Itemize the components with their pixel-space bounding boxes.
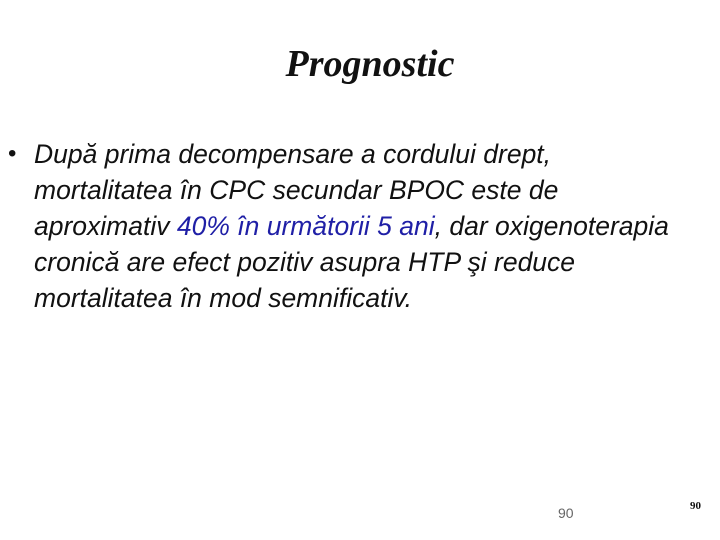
bullet-list — [0, 136, 720, 316]
bullet-icon: • — [8, 140, 17, 167]
corner-page-number: 90 — [690, 500, 701, 512]
bullet-item — [0, 136, 720, 316]
bullet-text-after: , dar oxigenoterapia cronică are efect pozitiv asupra HTP şi reduce mortalitatea în mod semnificativ. — [34, 211, 669, 313]
footer-page-number: 90 — [558, 505, 574, 521]
bullet-text-highlight: 40% în următorii 5 ani — [176, 211, 435, 241]
slide-title: Prognostic — [285, 43, 455, 85]
bullet-text-before: După prima decompensare a cordului drept, mortalitatea în CPC secundar BPOC este de aproximativ — [34, 139, 559, 241]
